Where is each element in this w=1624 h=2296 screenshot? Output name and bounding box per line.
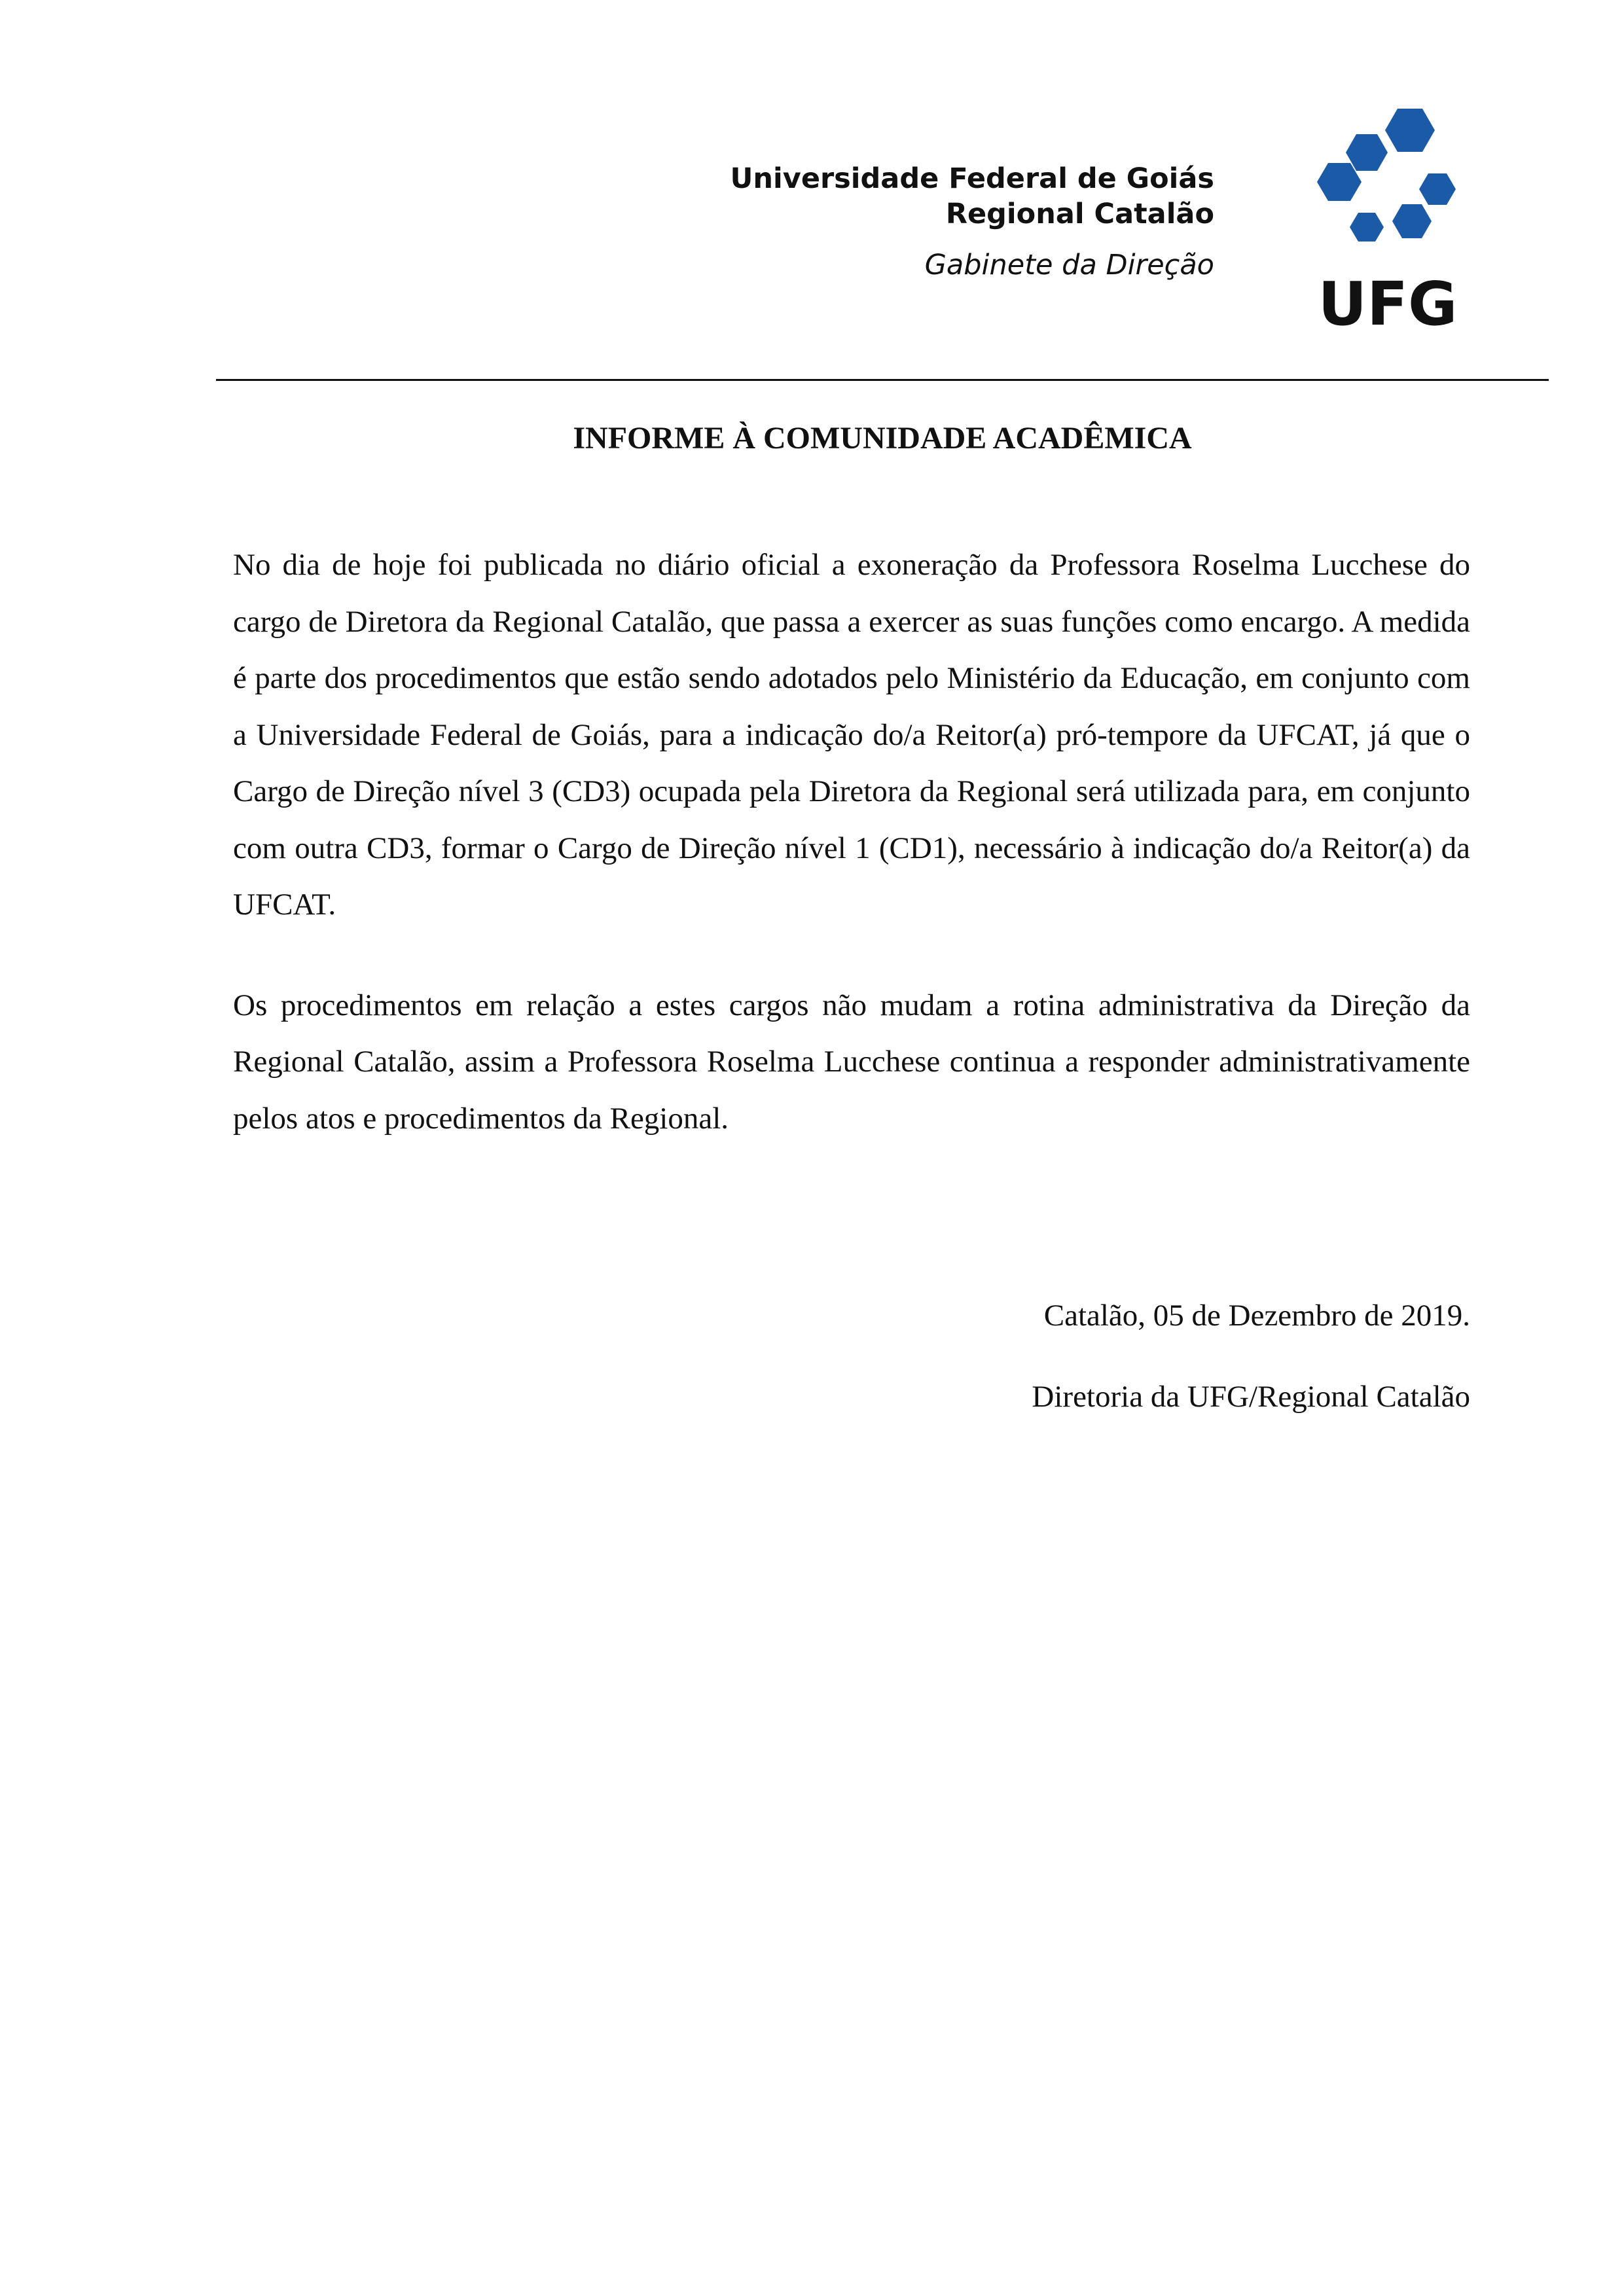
office-name: Gabinete da Direção: [924, 249, 1214, 281]
ufg-logo: [1317, 109, 1458, 331]
letterhead: [731, 161, 1214, 283]
header-divider: [216, 379, 1549, 381]
logo-text: UFG: [1318, 269, 1458, 331]
closing-block: [1032, 1296, 1470, 1416]
ufg-hexagon-logo-icon: [1317, 109, 1458, 331]
body-paragraph-2: Os procedimentos em relação a estes cargos não mudam a rotina administrativa da Direção da Regional Catalão, assim a Professora Roselma Lucchese continua a responder administrativamente pelos atos e procedimentos da Regional.: [233, 988, 1470, 1136]
signature: Diretoria da UFG/Regional Catalão: [1032, 1380, 1470, 1414]
document-body: [233, 537, 1470, 1191]
date-line: Catalão, 05 de Dezembro de 2019.: [1043, 1299, 1470, 1333]
body-paragraph-1: No dia de hoje foi publicada no diário oficial a exoneração da Professora Roselma Lucchese do cargo de Diretora da Regional Catalão, que passa a exercer as suas funções como encargo. A medida é parte dos procedimentos que estão sendo adotados pelo Ministério da Educação, em conjunto com a Universidade Federal de Goiás, para a indicação do/a Reitor(a) pró-tempore da UFCAT, já que o Cargo de Direção nível 3 (CD3) ocupada pela Diretora da Regional será utilizada para, em conjunto com outra CD3, formar o Cargo de Direção nível 1 (CD1), necessário à indicação do/a Reitor(a) da UFCAT.: [233, 548, 1470, 922]
document-title: INFORME À COMUNIDADE ACADÊMICA: [573, 421, 1192, 456]
institution-name: Universidade Federal de Goiás: [730, 162, 1214, 195]
institution-regional: Regional Catalão: [945, 198, 1214, 230]
